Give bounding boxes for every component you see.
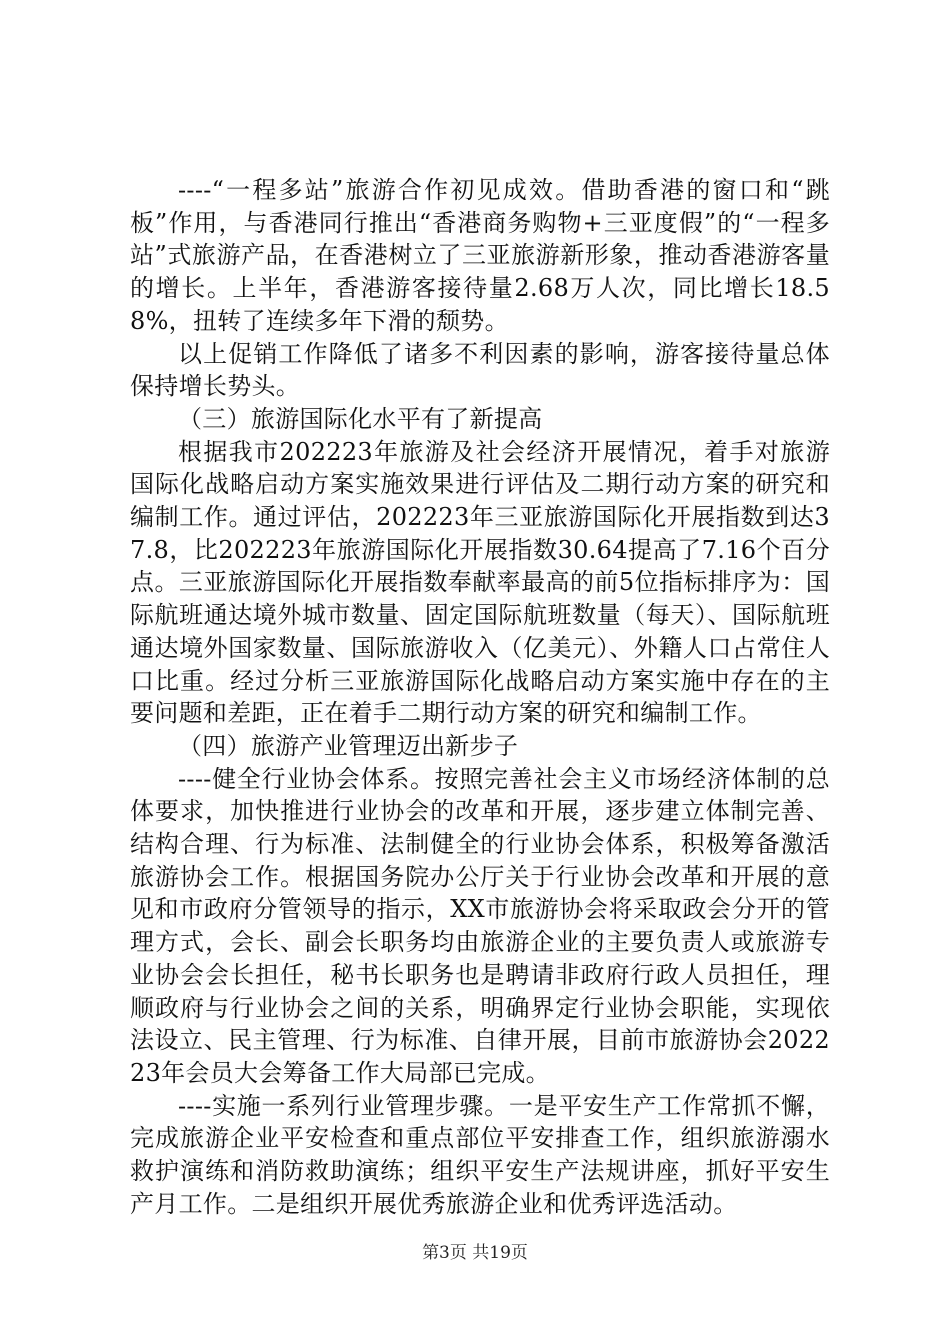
paragraph-hk-cooperation: ----“一程多站”旅游合作初见成效。借助香港的窗口和“跳板”作用，与香港同行推出“香港商务购物+三亚度假”的“一程多站”式旅游产品，在香港树立了三亚旅游新形象，推动香港游客量的增长。上半年，香港游客接待量2.68万人次，同比增长18.58%，扭转了连续多年下滑的颓势。 — [130, 176, 830, 335]
paragraph-industry-association: ----健全行业协会体系。按照完善社会主义市场经济体制的总体要求，加快推进行业协会的改革和开展，逐步建立体制完善、结构合理、行为标准、法制健全的行业协会体系，积极筹备激活旅游协会工作。根据国务院办公厅关于行业协会改革和开展的意见和市政府分管领导的指示，XX市旅游协会将采取政会分开的管理方式，会长、副会长职务均由旅游企业的主要负责人或旅游专业协会会长担任，秘书长职务也是聘请非政府行政人员担任，理顺政府与行业协会之间的关系，明确界定行业协会职能，实现依法设立、民主管理、行为标准、自律开展，目前市旅游协会202223年会员大会筹备工作大局部已完成。 — [130, 764, 830, 1087]
paragraph-promotion-summary: 以上促销工作降低了诸多不利因素的影响，游客接待量总体保持增长势头。 — [130, 339, 830, 401]
section-heading-internationalization: （三）旅游国际化水平有了新提高 — [178, 404, 543, 433]
paragraph-management-steps: ----实施一系列行业管理步骤。一是平安生产工作常抓不懈，完成旅游企业平安检查和重点部位平安排查工作，组织旅游溺水救护演练和消防救助演练；组织平安生产法规讲座，抓好平安生产月工作。二是组织开展优秀旅游企业和优秀评选活动。 — [130, 1091, 830, 1218]
paragraph-internationalization: 根据我市202223年旅游及社会经济开展情况，着手对旅游国际化战略启动方案实施效果进行评估及二期行动方案的研究和编制工作。通过评估，202223年三亚旅游国际化开展指数到达37.8，比202223年旅游国际化开展指数30.64提高了7.16个百分点。三亚旅游国际化开展指数奉献率最高的前5位指标排序为：国际航班通达境外城市数量、固定国际航班数量（每天）、国际航班通达境外国家数量、国际旅游收入（亿美元）、外籍人口占常住人口比重。经过分析三亚旅游国际化战略启动方案实施中存在的主要问题和差距，正在着手二期行动方案的研究和编制工作。 — [130, 437, 830, 728]
document-body — [130, 174, 830, 1221]
section-heading-industry-management: （四）旅游产业管理迈出新步子 — [178, 731, 519, 760]
page-number-footer: 第3页 共19页 — [422, 1243, 528, 1263]
